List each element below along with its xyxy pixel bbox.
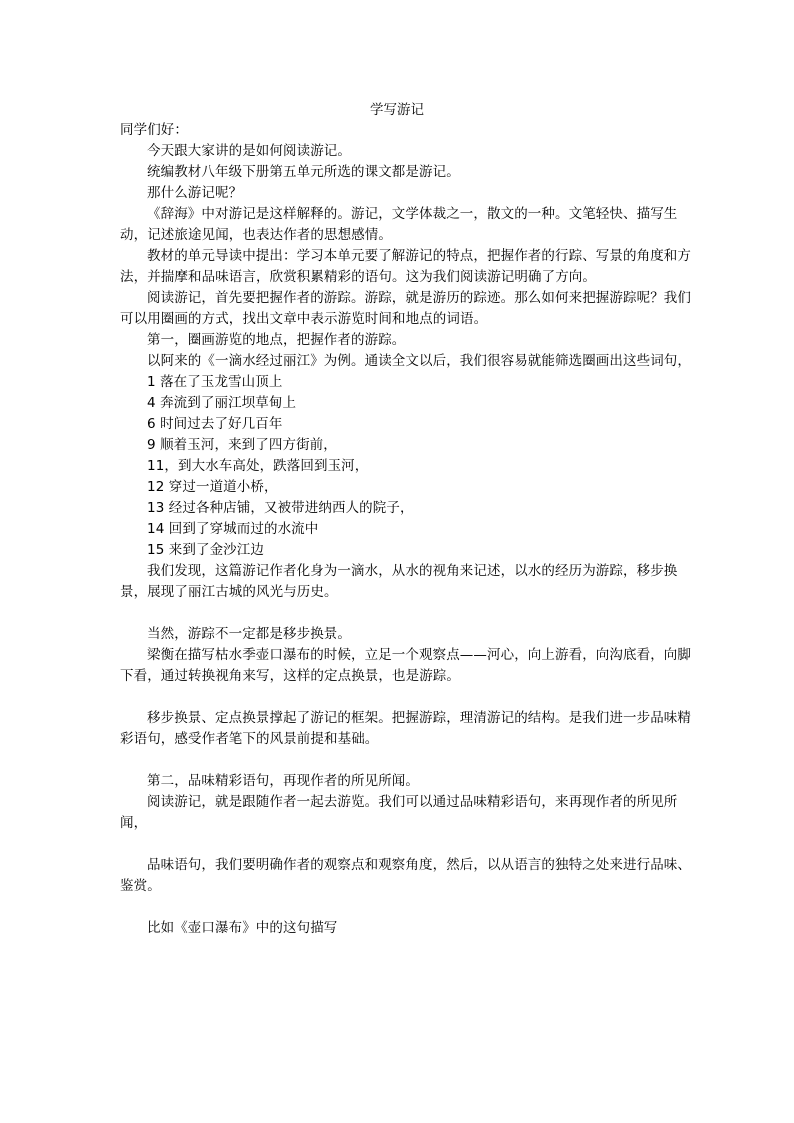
blank-line — [120, 897, 692, 918]
paragraph: 第二，品味精彩语句，再现作者的所见所闻。 — [147, 773, 419, 789]
paragraph: 6 时间过去了好几百年 — [147, 416, 283, 432]
paragraph: 同学们好： — [120, 122, 188, 138]
paragraph: 教材的单元导读中提出：学习本单元要了解游记的特点，把握作者的行踪、写景的角度和方法，并揣摩和品味语言，欣赏积累精彩的语句。这为我们阅读游记明确了方向。 — [120, 248, 691, 285]
paragraph: 品味语句，我们要明确作者的观察点和观察角度，然后，以从语言的独特之处来进行品味、鉴赏。 — [120, 857, 691, 894]
paragraph: 阅读游记，首先要把握作者的游踪。游踪，就是游历的踪迹。那么如何来把握游踪呢？我们可以用圈画的方式，找出文章中表示游览时间和地点的词语。 — [120, 290, 691, 327]
paragraph: 13 经过各种店铺，又被带进纳西人的院子， — [147, 500, 414, 516]
paragraph: 移步换景、定点换景撑起了游记的框架。把握游踪，理清游记的结构。是我们进一步品味精彩语句，感受作者笔下的风景前提和基础。 — [120, 710, 691, 747]
paragraph: 11，到大水车高处，跌落回到玉河， — [147, 458, 369, 474]
paragraph: 我们发现，这篇游记作者化身为一滴水，从水的视角来记述，以水的经历为游踪，移步换景，展现了丽江古城的风光与历史。 — [120, 563, 678, 600]
paragraph: 4 奔流到了丽江坝草甸上 — [147, 395, 297, 411]
paragraph: 以阿来的《一滴水经过丽江》为例。通读全文以后，我们很容易就能筛选圈画出这些词句， — [147, 353, 691, 369]
blank-line — [120, 687, 692, 708]
blank-line — [120, 834, 692, 855]
document-body — [120, 120, 692, 939]
paragraph: 《辞海》中对游记是这样解释的。游记，文学体裁之一，散文的一种。文笔轻快、描写生动，记述旅途见闻，也表达作者的思想感情。 — [120, 206, 678, 243]
paragraph: 9 顺着玉河，来到了四方街前， — [147, 437, 337, 453]
paragraph: 1 落在了玉龙雪山顶上 — [147, 374, 283, 390]
paragraph: 阅读游记，就是跟随作者一起去游览。我们可以通过品味精彩语句，来再现作者的所见所闻， — [120, 794, 678, 831]
document-title: 学写游记 — [370, 102, 424, 118]
paragraph: 15 来到了金沙江边 — [147, 542, 264, 558]
blank-line — [120, 750, 692, 771]
blank-line — [120, 603, 692, 624]
paragraph: 统编教材八年级下册第五单元所选的课文都是游记。 — [147, 164, 460, 180]
paragraph: 比如《壶口瀑布》中的这句描写 — [147, 920, 338, 936]
paragraph: 那什么游记呢？ — [147, 185, 243, 201]
paragraph: 当然，游踪不一定都是移步换景。 — [147, 626, 351, 642]
paragraph: 第一，圈画游览的地点，把握作者的游踪。 — [147, 332, 406, 348]
paragraph: 14 回到了穿城而过的水流中 — [147, 521, 319, 537]
paragraph: 12 穿过一道道小桥， — [147, 479, 278, 495]
paragraph: 梁衡在描写枯水季壶口瀑布的时候，立足一个观察点——河心，向上游看，向沟底看，向脚下看，通过转换视角来写，这样的定点换景，也是游踪。 — [120, 647, 691, 684]
paragraph: 今天跟大家讲的是如何阅读游记。 — [147, 143, 351, 159]
